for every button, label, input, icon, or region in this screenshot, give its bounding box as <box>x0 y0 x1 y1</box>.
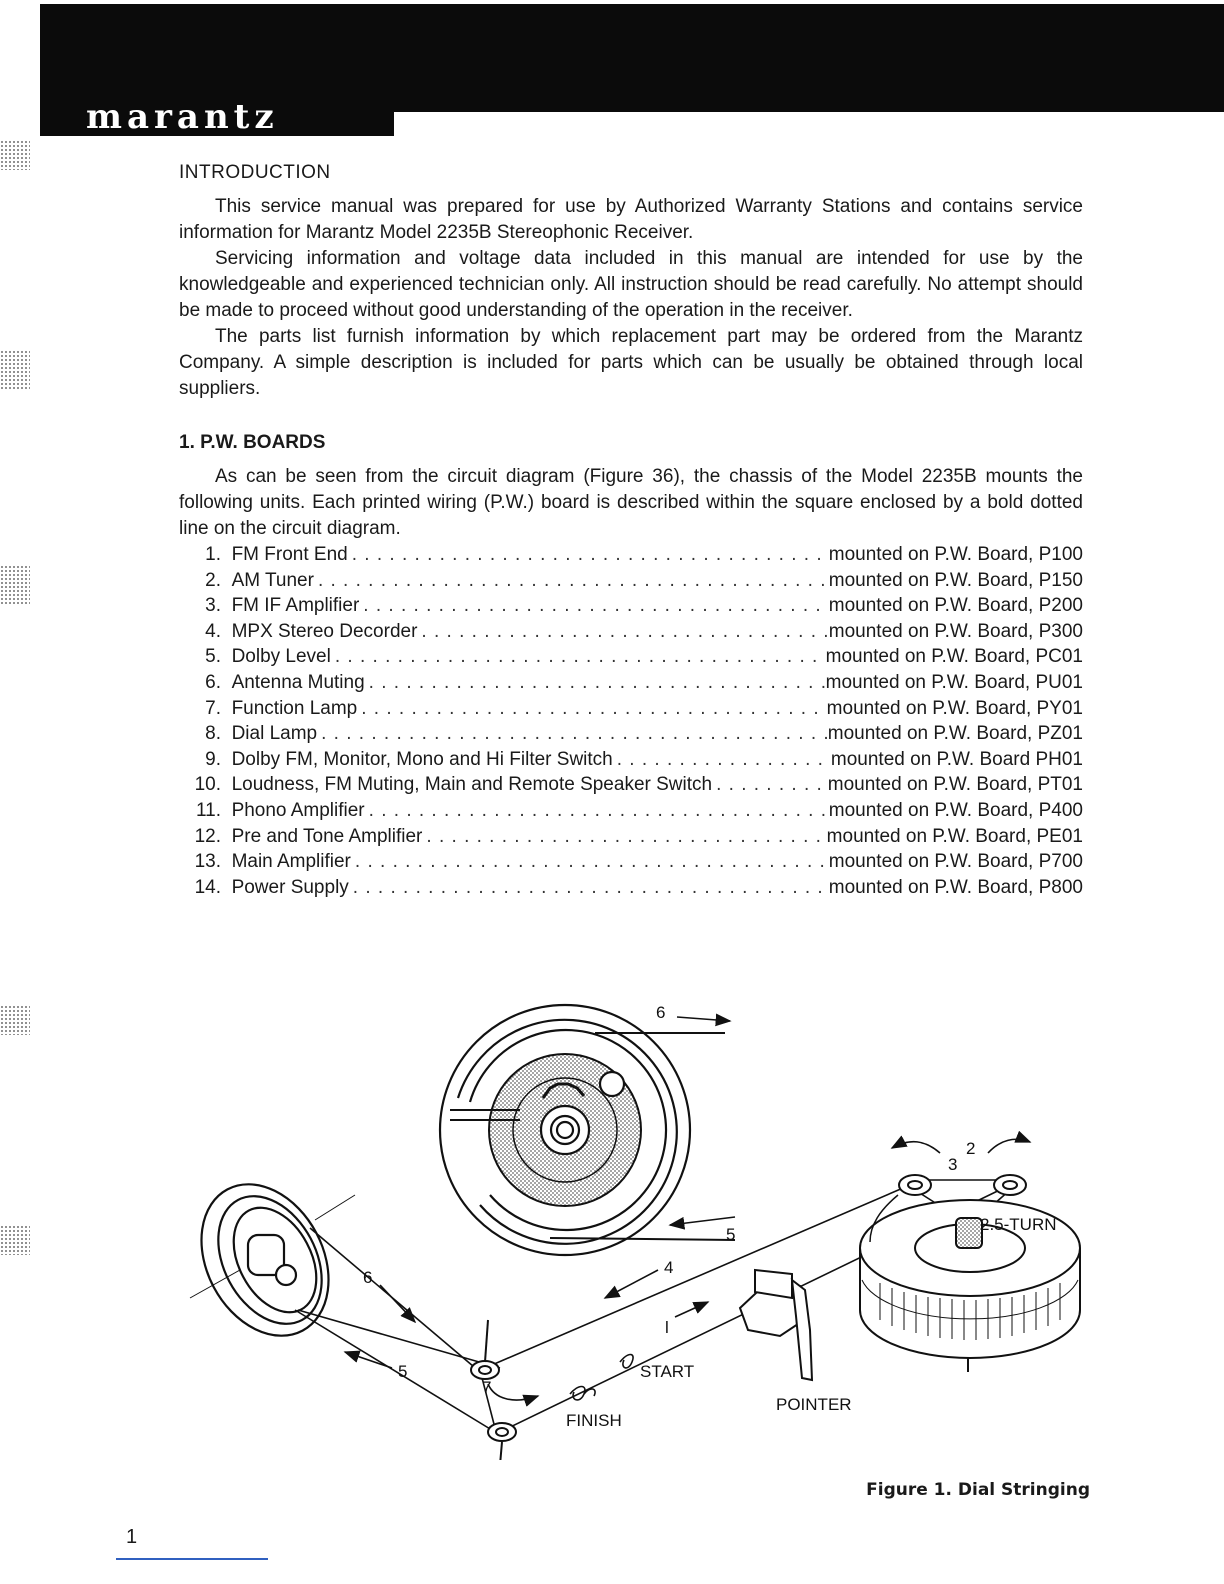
list-item: 5. Dolby Level . . . mounted on P.W. Board, PC01 <box>179 644 1083 670</box>
page-content <box>179 160 1083 900</box>
list-item: 1. FM Front End . . . mounted on P.W. Board, P100 <box>179 542 1083 568</box>
intro-paragraph: The parts list furnish information by which replacement part may be ordered from the Marantz Company. A simple description is included for parts which can be usually be obtained through local suppliers. <box>179 326 1083 399</box>
margin-speckle <box>0 140 30 170</box>
list-item: 12. Pre and Tone Amplifier . . . mounted on P.W. Board, PE01 <box>179 824 1083 850</box>
margin-speckle <box>0 1005 30 1035</box>
label-2: 2 <box>966 1139 976 1158</box>
page-number: 1 <box>126 1526 138 1548</box>
list-item: 3. FM IF Amplifier . . . mounted on P.W. Board, P200 <box>179 593 1083 619</box>
dial-stringing-diagram <box>180 980 1100 1460</box>
margin-speckle <box>0 565 30 605</box>
list-item: 4. MPX Stereo Decorder . . . mounted on P.W. Board, P300 <box>179 619 1083 645</box>
label-3: 3 <box>948 1155 958 1174</box>
pointer <box>740 1270 812 1380</box>
label-pointer: POINTER <box>776 1395 852 1414</box>
margin-speckle <box>0 350 30 390</box>
label-turn: 2.5-TURN <box>980 1215 1057 1234</box>
label-finish: FINISH <box>566 1411 622 1430</box>
list-item: 13. Main Amplifier . . . mounted on P.W. Board, P700 <box>179 849 1083 875</box>
list-item: 11. Phono Amplifier . . . mounted on P.W. Board, P400 <box>179 798 1083 824</box>
list-item: 2. AM Tuner . . . mounted on P.W. Board, P150 <box>179 568 1083 594</box>
label-6-top: 6 <box>656 1003 666 1022</box>
list-item: 7. Function Lamp . . . mounted on P.W. Board, PY01 <box>179 696 1083 722</box>
label-5-left: 5 <box>398 1362 408 1381</box>
section-paragraph: As can be seen from the circuit diagram (Figure 36), the chassis of the Model 2235B mounts the following units. Each printed wiring (P.W.) board is described within the square enclosed by a bold dotted line on the circuit diagram. <box>179 466 1083 539</box>
label-4: 4 <box>664 1258 674 1277</box>
label-start: START <box>640 1362 695 1381</box>
list-item: 8. Dial Lamp . . . mounted on P.W. Board, PZ01 <box>179 721 1083 747</box>
intro-paragraph: Servicing information and voltage data included in this manual are intended for use by the knowledgeable and experienced technician only. All instruction should be read carefully. No attempt should be made to proceed without good understanding of the operation in the receiver. <box>179 248 1083 321</box>
page-rule <box>116 1558 268 1560</box>
margin-speckle <box>0 1225 30 1255</box>
intro-paragraph: This service manual was prepared for use by Authorized Warranty Stations and contains service information for Marantz Model 2235B Stereophonic Receiver. <box>179 196 1083 243</box>
list-item: 14. Power Supply . . . mounted on P.W. Board, P800 <box>179 875 1083 901</box>
list-item: 10. Loudness, FM Muting, Main and Remote Speaker Switch . . . mounted on P.W. Board, PT01 <box>179 772 1083 798</box>
list-item: 6. Antenna Muting . . . mounted on P.W. Board, PU01 <box>179 670 1083 696</box>
section-heading: 1. P.W. BOARDS <box>179 432 326 453</box>
board-list <box>179 542 1083 900</box>
tuning-drum <box>440 1005 735 1255</box>
figure-caption: Figure 1. Dial Stringing <box>866 1480 1090 1500</box>
label-1: l <box>665 1318 669 1337</box>
list-item: 9. Dolby FM, Monitor, Mono and Hi Filter Switch . . . mounted on P.W. Board PH01 <box>179 747 1083 773</box>
dial-pulley-left <box>180 1162 355 1358</box>
label-7: 7 <box>482 1378 492 1397</box>
intro-heading: INTRODUCTION <box>179 162 331 183</box>
label-6-left: 6 <box>363 1268 373 1287</box>
label-5-mid: 5 <box>726 1225 736 1244</box>
header-bar <box>40 4 1224 112</box>
marantz-logo: marantz <box>86 97 279 137</box>
